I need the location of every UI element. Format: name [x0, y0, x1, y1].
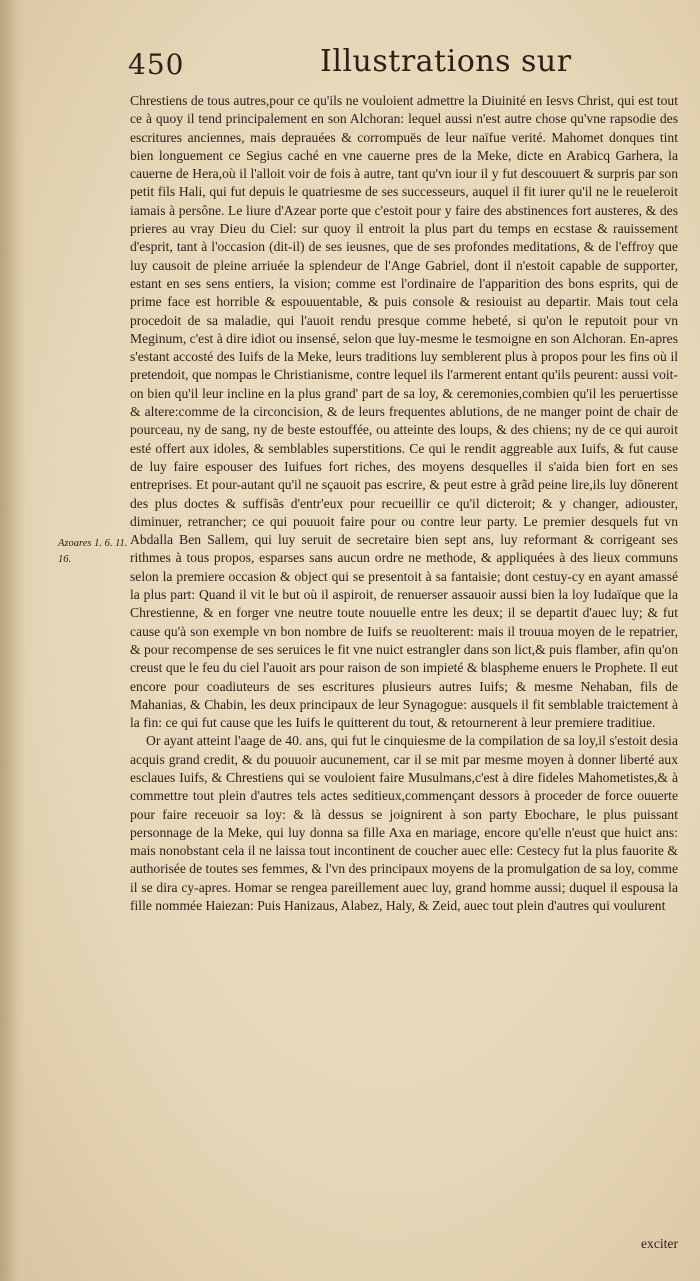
catchword: exciter	[641, 1236, 678, 1251]
running-title: Illustrations sur	[320, 44, 572, 79]
paragraph-1: Chrestiens de tous autres,pour ce qu'ils ne vouloient admettre la Diuinité en Iesvs Christ, qui est tout ce à quoy il tend principalement en son Alchoran: lequel aussi n'est autre chose qu'vne rapsodie des escritures anciennes, mais deprauées & corrompuës de leur naïfue verité. Mahomet donques tint bien longuement ce Segius caché en vne cauerne pres de la Meke, dicte en Arabicq Garhera, la cauerne de Hera,où il l'alloit voir de fois à autre, tant qu'vn iour il y fut descouuert & surpris par son petit fils Hali, qui fut depuis le quatriesme de ses successeurs, auquel il fit iurer qu'il ne le reueleroit iamais à persône. Le liure d'Azear porte que c'estoit pour y faire des abstinences fort austeres, & des prieres au vray Dieu du Ciel: sur quoy il entroit la plus part du temps en ecstase & rauissement d'esprit, tant à l'occasion (dit-il) de ses ieusnes, que de ses profondes meditations, & de l'effroy que luy causoit de pleine arriuée la splendeur de l'Ange Gabriel, dont il n'estoit capable de supporter, estant en ses sens entiers, la vision; comme est l'ordinaire de l'apparition des bons esprits, qui de prime face est horrible & espouuentable, & puis console & resiouist au departir. Mais tout cela procedoit de sa maladie, qui l'auoit rendu presque comme hebeté, si qu'on le reputoit pour vn Meginum, c'est à dire idiot ou insensé, selon que luy-mesme le tesmoigne en son Alchoran. En-apres s'estant accosté des Iuifs de la Meke, leurs traditions luy semblerent plus à propos pour les fins où il pretendoit, que nompas le Christianisme, contre lequel ils l'armerent entant qu'ils peurent: aussi voit-on bien qu'il leur incline en la plus grand' part de sa loy, & ceremonies,combien qu'il les peruertisse & altere:comme de la circoncision, & de leurs frequentes ablutions, de ne manger point de chair de pourceau, ny de sang, ny de beste estouffée, ou atteinte des loups, & des chiens; ny de ce qui auroit esté offert aux idoles, & semblables superstitions. Ce qui le rendit aggreable aux Iuifs, & fut cause de luy faire espouser des Iuifues fort riches, des moyens desquelles il s'aida bien fort en ses entreprises. Et pour-autant qu'il ne sçauoit pas escrire, & peut estre à grãd peine lire,ils luy dõnerent des plus doctes & suffisãs d'entr'eux pour recueillir ce qu'il dicteroit; & y changer, adiouster, diminuer, retrancher; ce qui pouuoit faire pour ou contre leur party. Le premier desquels fut vn Abdalla Ben Sallem, qui luy seruit de secretaire bien sept ans, luy reformant & corrigeant ses rithmes à tous propos, esparses sans aucun ordre ne methode, & appliquées à des lieux communs selon la premiere occasion & object qui se presentoit à sa fantaisie; dont cestuy-cy en ayant amassé la plus part: Quand il vit le but où il aspiroit, de renuerser assauoir aussi bien la loy Iudaïque que la Chrestienne, & en forger vne neutre toute nouuelle entre les deux; il se departit d'auec luy; & fut cause qu'à son exemple vn bon nombre de Iuifs se reuolterent: mais il trouua moyen de le repatrier, & pour recompense de ses seruices le fit vne nuict estrangler dans son lict,& puis flamber, afin qu'on creust que le feu du ciel l'auoit ars pour raison de son impieté & blaspheme enuers le Prophete. Il eut encore pour coadiuteurs de ses escritures plusieurs autres Iuifs; & mesme Nehaban, fils de Mahanias, & Chabin, les deux principaux de leur Synagogue: ausquels il fit semblable traictement à la fin: ce qui fut cause que les Iuifs le quitterent du tout, & retournerent à leur premiere traditiue.	[130, 93, 678, 731]
main-text-block	[130, 92, 678, 915]
paragraph-2: Or ayant atteint l'aage de 40. ans, qui fut le cinquiesme de la compilation de sa loy,il s'estoit desia acquis grand credit, & du pouuoir aucunement, car il se mit par mesme moyen à donner liberté aux esclaues Iuifs, & Chrestiens qui se vouloient faire Musulmans,c'est à dire fideles Mahometistes,& à commettre tout plein d'autres tels actes seditieux,commençant dessors à proceder de force ouuerte pour faire receuoir sa loy: & là dessus se joignirent à son party Ebochare, le plus puissant personnage de la Meke, qui luy donna sa fille Axa en mariage, encore qu'elle n'eust que huict ans: mais nonobstant cela il ne laissa tout incontinent de coucher auec elle: Cestecy fut la plus fauorite & authorisée de toutes ses femmes, & l'vn des principaux moyens de la promulgation de sa loy, comme il se dira cy-apres. Homar se rengea pareillement auec luy, grand homme aussi; duquel il espousa la fille nommée Haiezan: Puis Hanizaus, Alabez, Haly, & Zeid, auec tout plein d'autres qui voulurent	[130, 733, 678, 914]
page-gutter-shadow	[0, 0, 26, 1281]
marginal-note: Azoares 1. 6. 11. 16.	[58, 538, 128, 565]
page-number: 450	[128, 48, 185, 81]
